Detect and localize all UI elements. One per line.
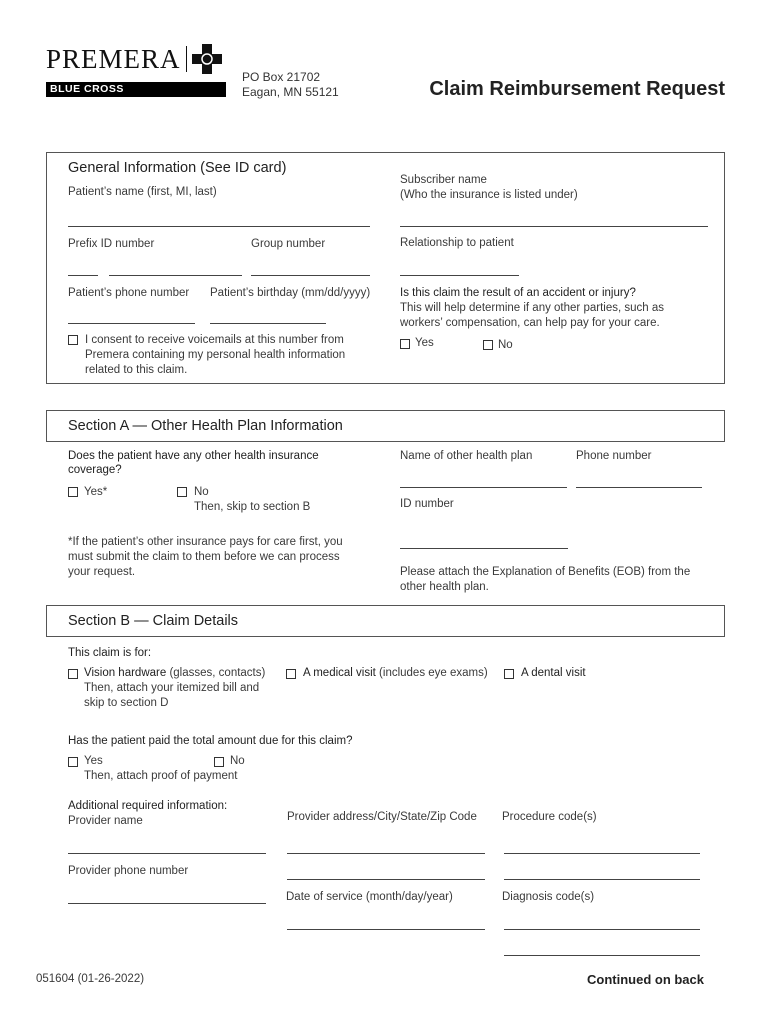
blue-cross-shield-icon xyxy=(192,44,222,74)
date-of-service-field[interactable] xyxy=(287,929,485,930)
relationship-field[interactable] xyxy=(400,275,519,276)
footnote-line-1: *If the patient’s other insurance pays for care first, you xyxy=(68,536,343,548)
other-insurance-question-1: Does the patient have any other health insurance xyxy=(68,450,319,462)
footnote-line-2: must submit the claim to them before we can process xyxy=(68,551,340,563)
accident-note-2: workers’ compensation, can help pay for your care. xyxy=(400,317,660,329)
premera-logo-text: PREMERA xyxy=(46,44,181,74)
dental-visit-label: A dental visit xyxy=(521,667,586,679)
diagnosis-codes-field-2[interactable] xyxy=(504,955,700,956)
id-number-field[interactable] xyxy=(109,275,242,276)
patient-phone-label: Patient’s phone number xyxy=(68,287,190,299)
medical-visit-checkbox[interactable] xyxy=(286,669,296,679)
address-line-1: PO Box 21702 xyxy=(242,70,321,84)
date-of-service-label: Date of service (month/day/year) xyxy=(286,891,453,903)
accident-no-label: No xyxy=(498,339,513,351)
group-number-label: Group number xyxy=(251,238,326,250)
medical-visit-bold: A medical visit xyxy=(303,667,376,679)
vision-hardware-rest: (glasses, contacts) xyxy=(166,667,266,679)
patient-birthday-label: Patient’s birthday (mm/dd/yyyy) xyxy=(210,287,371,299)
other-insurance-no-label: No xyxy=(194,486,209,498)
patient-phone-field[interactable] xyxy=(68,323,195,324)
blue-cross-banner xyxy=(46,82,226,97)
consent-line-1: I consent to receive voicemails at this number from xyxy=(85,334,344,346)
provider-phone-label: Provider phone number xyxy=(68,865,189,877)
other-plan-phone-label: Phone number xyxy=(576,450,652,462)
eob-note-1: Please attach the Explanation of Benefits (EOB) from the xyxy=(400,566,691,578)
vision-hardware-checkbox[interactable] xyxy=(68,669,78,679)
provider-name-field[interactable] xyxy=(68,853,266,854)
patient-name-field[interactable] xyxy=(68,226,370,227)
patient-birthday-field[interactable] xyxy=(210,323,326,324)
vision-note-1: Then, attach your itemized bill and xyxy=(84,682,260,694)
other-plan-name-label: Name of other health plan xyxy=(400,450,533,462)
section-a-title: Section A — Other Health Plan Information xyxy=(68,418,343,434)
paid-question: Has the patient paid the total amount due for this claim? xyxy=(68,735,353,747)
vision-hardware-bold: Vision hardware xyxy=(84,667,167,679)
blue-cross-label: BLUE CROSS xyxy=(50,83,124,95)
other-insurance-question-2: coverage? xyxy=(68,464,122,476)
form-number: 051604 (01-26-2022) xyxy=(36,973,145,985)
vision-note-2: skip to section D xyxy=(84,697,169,709)
medical-visit-rest: (includes eye exams) xyxy=(375,667,488,679)
claim-for-label: This claim is for: xyxy=(68,647,152,659)
subscriber-name-label: Subscriber name xyxy=(400,174,487,186)
relationship-label: Relationship to patient xyxy=(400,237,514,249)
other-plan-id-label: ID number xyxy=(400,498,454,510)
mailing-address xyxy=(242,70,339,100)
provider-name-label: Provider name xyxy=(68,815,143,827)
other-insurance-yes-label: Yes* xyxy=(84,486,108,498)
paid-no-checkbox[interactable] xyxy=(214,757,224,767)
other-insurance-no-checkbox[interactable] xyxy=(177,487,187,497)
provider-phone-field[interactable] xyxy=(68,903,266,904)
paid-yes-label: Yes xyxy=(84,755,103,767)
section-b-title: Section B — Claim Details xyxy=(68,613,239,629)
accident-question: Is this claim the result of an accident or injury? xyxy=(400,287,636,299)
provider-address-field-1[interactable] xyxy=(287,853,485,854)
continued-on-back: Continued on back xyxy=(587,972,704,987)
medical-visit-label xyxy=(303,666,488,681)
provider-address-label: Provider address/City/State/Zip Code xyxy=(287,811,477,823)
logo-divider xyxy=(186,46,187,72)
accident-note-1: This will help determine if any other parties, such as xyxy=(400,302,664,314)
other-plan-name-field[interactable] xyxy=(400,487,567,488)
paid-yes-checkbox[interactable] xyxy=(68,757,78,767)
vision-hardware-label xyxy=(84,666,265,681)
subscriber-name-field[interactable] xyxy=(400,226,708,227)
page-title: Claim Reimbursement Request xyxy=(429,78,725,100)
paid-yes-note: Then, attach proof of payment xyxy=(84,770,238,782)
prefix-id-label: Prefix ID number xyxy=(68,238,155,250)
patient-name-label: Patient’s name (first, MI, last) xyxy=(68,186,217,198)
accident-yes-label: Yes xyxy=(415,337,434,349)
eob-note-2: other health plan. xyxy=(400,581,489,593)
other-plan-id-field[interactable] xyxy=(400,548,568,549)
prefix-field[interactable] xyxy=(68,275,98,276)
diagnosis-codes-field-1[interactable] xyxy=(504,929,700,930)
other-plan-phone-field[interactable] xyxy=(576,487,702,488)
procedure-codes-field-2[interactable] xyxy=(504,879,700,880)
paid-no-label: No xyxy=(230,755,245,767)
procedure-codes-label: Procedure code(s) xyxy=(502,811,597,823)
procedure-codes-field-1[interactable] xyxy=(504,853,700,854)
footnote-line-3: your request. xyxy=(68,566,136,578)
additional-info-label: Additional required information: xyxy=(68,800,228,812)
subscriber-name-note: (Who the insurance is listed under) xyxy=(400,189,578,201)
voicemail-consent-checkbox[interactable] xyxy=(68,335,78,345)
address-line-2: Eagan, MN 55121 xyxy=(242,85,339,99)
consent-line-2: Premera containing my personal health information xyxy=(85,349,346,361)
dental-visit-checkbox[interactable] xyxy=(504,669,514,679)
diagnosis-codes-label: Diagnosis code(s) xyxy=(502,891,595,903)
consent-line-3: related to this claim. xyxy=(85,364,188,376)
accident-yes-checkbox[interactable] xyxy=(400,339,410,349)
provider-address-field-2[interactable] xyxy=(287,879,485,880)
accident-no-checkbox[interactable] xyxy=(483,340,493,350)
general-info-title: General Information (See ID card) xyxy=(68,160,287,176)
other-insurance-yes-checkbox[interactable] xyxy=(68,487,78,497)
group-number-field[interactable] xyxy=(251,275,370,276)
skip-to-b-note: Then, skip to section B xyxy=(194,501,311,513)
